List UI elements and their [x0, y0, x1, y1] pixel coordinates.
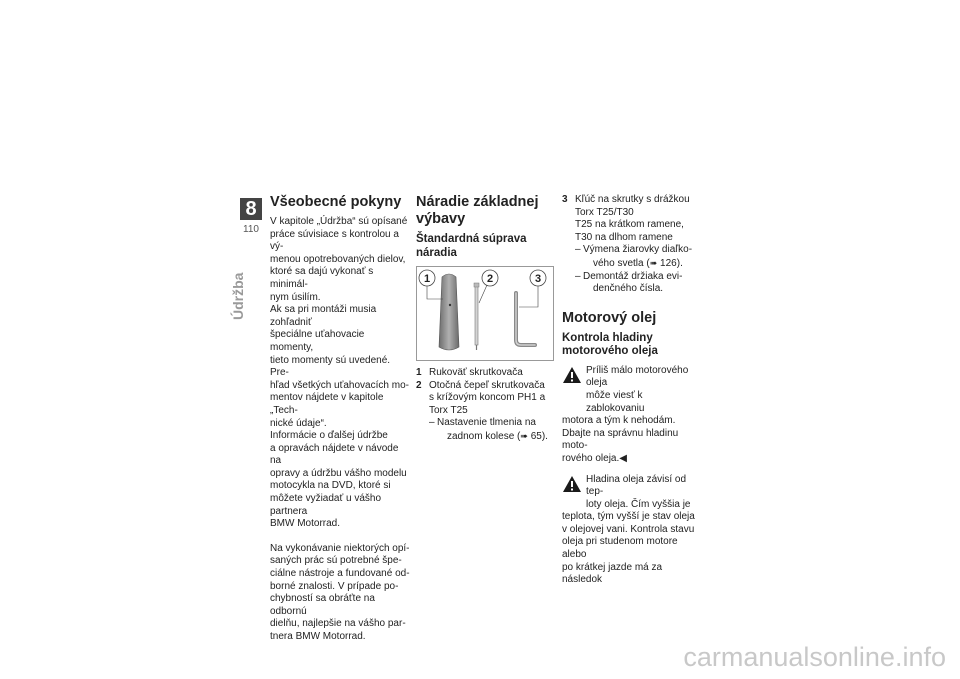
text-line: s krížovým koncom PH1 a — [429, 392, 546, 404]
page-reference[interactable]: (➠ 65). — [517, 430, 548, 442]
text-line — [583, 257, 702, 271]
dash-bullet: – — [575, 270, 581, 282]
text-line: tnera BMW Motorrad. — [270, 631, 366, 642]
callout-label-2: 2 — [486, 273, 494, 285]
chapter-side-label: Údržba — [230, 272, 246, 320]
text-line: dielňu, najlepšie na vášho par- — [270, 618, 406, 630]
text-line: Na vykonávanie niektorých opí- — [270, 542, 410, 554]
list-item — [416, 367, 556, 380]
text-line: Hladina oleja závisí od tep- — [586, 473, 687, 498]
screwdriver-blade — [474, 283, 479, 350]
item-text — [429, 380, 545, 418]
text-line: Ak sa pri montáži musia zohľadniť — [270, 304, 377, 328]
subheading-line: Štandardná súprava — [416, 233, 527, 245]
callout-3 — [519, 270, 546, 307]
text-line: po krátkej jazde má za následok — [562, 561, 663, 586]
text-line: ciálne nástroje a fundované od- — [270, 568, 410, 580]
text-line: Príliš málo motorového oleja — [586, 364, 689, 389]
sub-list-item — [575, 271, 702, 296]
warning-block — [562, 365, 702, 415]
text-line: Torx T25 — [429, 404, 468, 416]
text-line: Kľúč na skrutky s drážkou — [575, 194, 690, 205]
text-line: Dbajte na správnu hladinu moto- — [562, 427, 679, 452]
text-line: motocykla na DVD, ktoré si — [270, 480, 391, 492]
item-number: 2 — [416, 379, 422, 391]
sub-list-item — [575, 244, 702, 270]
torx-l-key — [516, 293, 535, 345]
text-line: loty oleja. Čím vyššia je — [586, 498, 691, 510]
warning-block — [562, 474, 702, 512]
column-toolkit — [416, 194, 556, 444]
text-line: Torx T25/T30 — [575, 206, 634, 218]
arrow-right-icon: ➠ — [649, 257, 658, 268]
text-line: saných prác sú potrebné špe- — [270, 555, 402, 567]
item-text: Rukoväť skrutkovača — [429, 367, 523, 378]
warning-icon — [562, 366, 582, 384]
toolkit-drawing — [417, 267, 553, 360]
text-line: môžete vyžiadať u vášho partnera — [270, 493, 382, 517]
paragraph-maintenance-intro — [270, 216, 410, 531]
subheading-line: náradia — [416, 246, 457, 259]
text-line: špeciálne uťahovacie momenty, — [270, 329, 365, 353]
column-engine-oil — [562, 194, 702, 587]
text-line: opravy a údržbu vášho modelu — [270, 467, 407, 479]
text-line: ktoré sa dajú vykonať s minimál- — [270, 266, 374, 290]
text-line: oleja pri studenom motore alebo — [562, 536, 678, 561]
heading-general-notes: Všeobecné pokyny — [270, 194, 402, 210]
callout-label-1: 1 — [423, 273, 431, 285]
subheading-line: motorového oleja — [562, 345, 658, 358]
heading-line: Náradie základnej — [416, 194, 539, 210]
text-segment: rového oleja. — [562, 452, 620, 464]
paragraph-gap — [270, 531, 410, 543]
text-line: T25 na krátkom ramene, — [575, 219, 684, 231]
text-line — [562, 453, 702, 466]
paragraph-special-tools — [270, 543, 410, 644]
text-line: borné znalosti. V prípade po- — [270, 580, 399, 592]
text-line: BMW Motorrad. — [270, 518, 341, 530]
heading-toolkit — [416, 194, 556, 228]
text-line: hľad všetkých uťahovacích mo- — [270, 379, 409, 391]
list-item — [562, 194, 702, 244]
column-general-notes — [270, 194, 410, 644]
toolkit-illustration — [416, 266, 554, 361]
text-line: Výmena žiarovky diaľko- — [583, 244, 693, 256]
text-line: Demontáž držiaka evi- — [583, 270, 683, 282]
watermark: carmanualsonline.info — [683, 642, 946, 672]
text-line: práce súvisiace s kontrolou a vý- — [270, 228, 399, 253]
item-number: 3 — [562, 194, 568, 205]
callout-1 — [419, 270, 443, 299]
subheading-standard-toolkit — [416, 233, 556, 260]
warning-icon — [562, 475, 582, 493]
heading-engine-oil: Motorový olej — [562, 309, 657, 326]
text-line — [437, 430, 556, 444]
text-line: Otočná čepeľ skrutkovača — [429, 379, 545, 391]
text-line: motora a tým k nehodám. — [562, 415, 676, 427]
dash-bullet: – — [429, 417, 435, 429]
item-number: 1 — [416, 367, 422, 378]
dash-bullet: – — [575, 244, 581, 256]
end-of-warning-icon: ◀ — [619, 452, 627, 464]
sub-list-item — [429, 417, 556, 443]
screwdriver-handle — [439, 274, 459, 350]
item-text — [575, 194, 690, 244]
subheading-oil-level-check — [562, 332, 702, 359]
text-line: a opravách nájdete v návode na — [270, 442, 399, 467]
text-line: tieto momenty sú uvedené. Pre- — [270, 354, 391, 379]
text-line: nické údaje“. — [270, 417, 327, 429]
text-line: menou opotrebovaných dielov, — [270, 253, 406, 265]
text-segment: vého svetla — [593, 257, 644, 269]
callout-label-3: 3 — [534, 273, 542, 285]
text-line: teplota, tým vyšší je stav oleja — [562, 511, 695, 523]
list-item — [416, 380, 556, 418]
text-segment: zadnom kolese — [447, 430, 515, 442]
page-number: 110 — [243, 224, 259, 235]
page-reference[interactable]: (➠ 126). — [646, 257, 683, 269]
text-line: nym úsilím. — [270, 291, 321, 303]
chapter-number-badge: 8 — [240, 198, 262, 220]
callout-2 — [479, 270, 498, 303]
text-line: V kapitole „Údržba“ sú opísané — [270, 216, 408, 227]
text-line: T30 na dlhom ramene — [575, 231, 673, 243]
text-line: Informácie o ďalšej údržbe — [270, 430, 388, 442]
text-line: mentov nájdete v kapitole „Tech- — [270, 392, 384, 416]
arrow-right-icon: ➠ — [520, 430, 528, 441]
text-line: v olejovej vani. Kontrola stavu — [562, 523, 695, 535]
subheading-line: Kontrola hladiny — [562, 331, 653, 344]
heading-line: výbavy — [416, 211, 466, 227]
text-line: chybností sa obráťte na odbornú — [270, 593, 375, 617]
text-line: môže viesť k zablokovaniu — [586, 389, 645, 414]
text-line: Nastavenie tlmenia na — [437, 417, 536, 429]
text-line: denčného čísla. — [593, 283, 664, 295]
